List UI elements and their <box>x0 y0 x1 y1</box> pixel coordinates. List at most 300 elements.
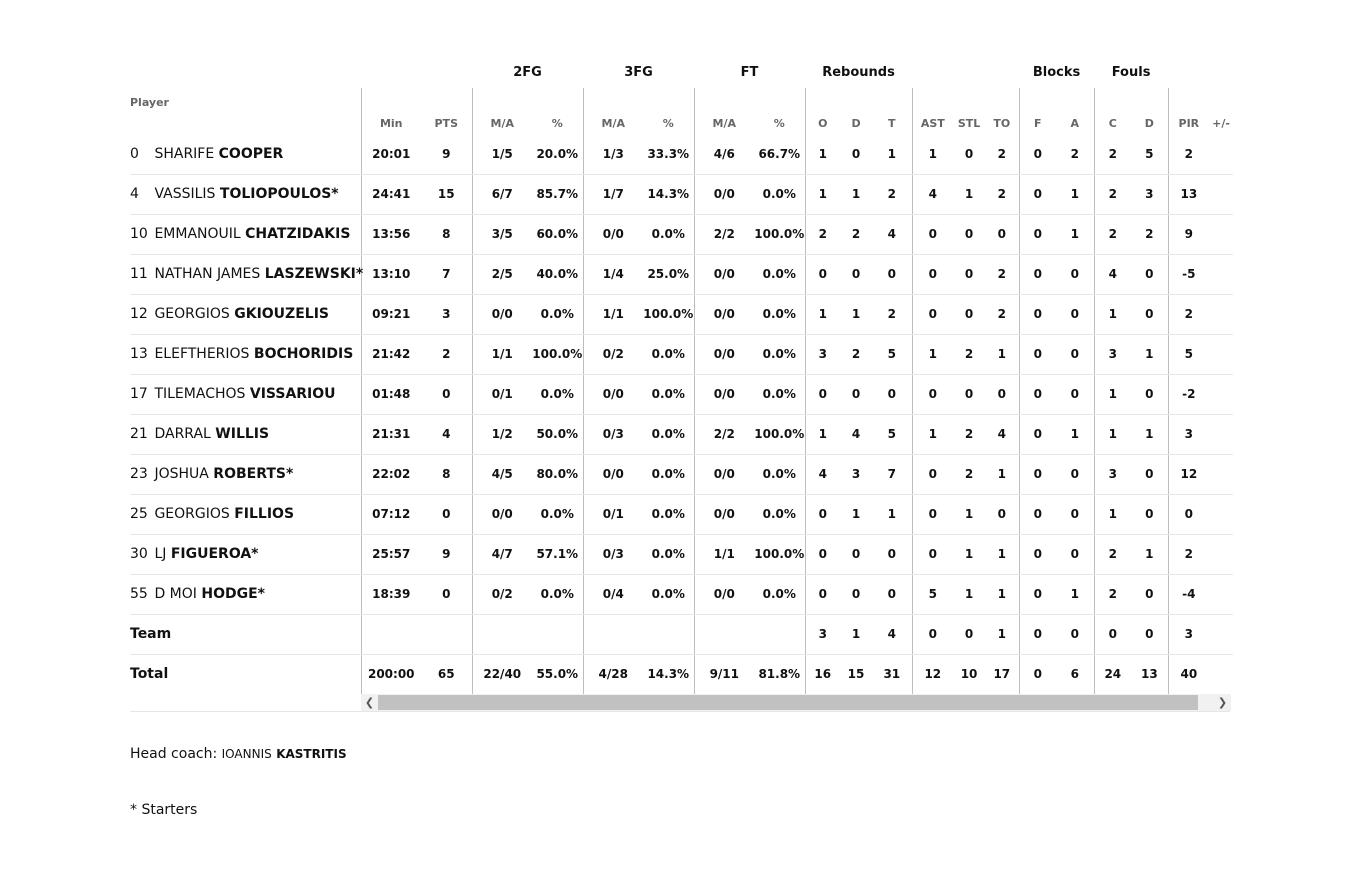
chevron-left-icon[interactable]: ❮ <box>364 696 375 709</box>
group-header-row <box>130 56 1233 88</box>
player-number: 55 <box>130 586 148 602</box>
col-header-2fg-ma[interactable]: M/A <box>472 88 532 134</box>
stat-d: 0 <box>840 374 872 414</box>
stat-fc: 2 <box>1094 174 1131 214</box>
stat-ast: 0 <box>912 494 953 534</box>
stat-pm <box>1209 454 1233 494</box>
stat-fd: 0 <box>1131 374 1168 414</box>
player-number: 23 <box>130 466 148 482</box>
boxscore-container <box>130 56 1230 712</box>
stat-bf: 0 <box>1019 494 1056 534</box>
stat-fg3_pct: 0.0% <box>643 414 694 454</box>
stat-ast: 5 <box>912 574 953 614</box>
stat-fc: 1 <box>1094 294 1131 334</box>
stat-ba: 0 <box>1056 454 1094 494</box>
stat-pm <box>1209 294 1233 334</box>
stat-ba: 1 <box>1056 414 1094 454</box>
player-number: 4 <box>130 186 139 202</box>
table-row <box>130 534 1233 574</box>
col-header-2fg-pct[interactable]: % <box>551 117 563 130</box>
player-first-name: EMMANOUIL <box>154 226 241 242</box>
group-header-ft: FT <box>740 64 759 80</box>
group-header-rebounds: Rebounds <box>822 64 895 80</box>
stat-ft_ma: 4/6 <box>694 134 754 174</box>
stat-ast: 0 <box>912 534 953 574</box>
stat-fg2_ma: 0/0 <box>472 294 532 334</box>
stat-fc: 2 <box>1094 574 1131 614</box>
stat-fd: 1 <box>1131 334 1168 374</box>
total-stat-o: 16 <box>805 654 840 694</box>
stat-min: 13:56 <box>361 214 421 254</box>
stat-ba: 0 <box>1056 534 1094 574</box>
team-stat-stl: 0 <box>953 614 985 654</box>
stat-ast: 4 <box>912 174 953 214</box>
stat-fg2_pct: 80.0% <box>532 454 583 494</box>
team-stat-fg2_ma <box>472 614 532 654</box>
stat-ft_pct: 0.0% <box>754 254 805 294</box>
stat-fg3_ma: 0/4 <box>583 574 643 614</box>
stat-ft_pct: 100.0% <box>754 534 805 574</box>
stat-d: 0 <box>840 134 872 174</box>
stat-t: 0 <box>872 254 912 294</box>
col-header-min[interactable]: Min <box>361 88 421 134</box>
col-header-to[interactable]: TO <box>993 117 1011 130</box>
stat-fc: 2 <box>1094 134 1131 174</box>
stat-stl: 2 <box>953 454 985 494</box>
stat-fg3_pct: 33.3% <box>643 134 694 174</box>
stat-d: 2 <box>840 214 872 254</box>
stat-fd: 0 <box>1131 574 1168 614</box>
stat-pts: 0 <box>421 494 472 534</box>
player-number: 21 <box>130 426 148 442</box>
stat-pir: -4 <box>1168 574 1209 614</box>
table-row <box>130 134 1233 174</box>
total-stat-bf: 0 <box>1019 654 1056 694</box>
total-stat-fg2_pct: 55.0% <box>536 667 579 682</box>
col-header-3fg-pct[interactable]: % <box>662 117 674 130</box>
stat-ft_pct: 0.0% <box>754 494 805 534</box>
stat-t: 1 <box>872 134 912 174</box>
player-last-name: FILLIOS <box>234 506 295 522</box>
total-stat-ast: 12 <box>912 654 953 694</box>
stat-stl: 1 <box>953 174 985 214</box>
stat-t: 0 <box>872 574 912 614</box>
player-name-cell[interactable] <box>130 214 361 254</box>
stat-ba: 0 <box>1056 254 1094 294</box>
stat-to: 4 <box>985 414 1019 454</box>
head-coach <box>130 746 347 762</box>
total-stat-ft_ma: 9/11 <box>694 654 754 694</box>
stat-pir: 0 <box>1168 494 1209 534</box>
player-name-cell[interactable] <box>130 254 364 294</box>
stat-fd: 2 <box>1131 214 1168 254</box>
stat-fd: 1 <box>1131 534 1168 574</box>
stat-o: 0 <box>805 374 840 414</box>
stat-fg2_pct: 85.7% <box>532 174 583 214</box>
col-header-player: Player <box>130 96 169 109</box>
player-last-name: ROBERTS* <box>213 466 294 482</box>
stat-ft_ma: 0/0 <box>694 174 754 214</box>
total-stat-pts: 65 <box>437 667 455 682</box>
stat-to: 2 <box>985 254 1019 294</box>
stat-stl: 2 <box>953 334 985 374</box>
stat-fg3_pct: 0.0% <box>643 214 694 254</box>
table-row <box>130 494 1233 534</box>
team-stat-fg3_ma <box>583 614 643 654</box>
stat-pm <box>1209 254 1233 294</box>
stat-bf: 0 <box>1019 294 1056 334</box>
stat-d: 1 <box>840 494 872 534</box>
stat-fc: 2 <box>1094 214 1131 254</box>
stat-fd: 0 <box>1131 254 1168 294</box>
stat-d: 1 <box>840 294 872 334</box>
total-stat-min: 200:00 <box>361 654 421 694</box>
stat-ba: 0 <box>1056 294 1094 334</box>
player-last-name: WILLIS <box>215 426 270 442</box>
stat-o: 1 <box>805 294 840 334</box>
stat-fc: 3 <box>1094 454 1131 494</box>
stat-fg3_pct: 0.0% <box>643 374 694 414</box>
stat-ft_ma: 0/0 <box>694 574 754 614</box>
stat-t: 0 <box>872 534 912 574</box>
stat-ba: 1 <box>1056 214 1094 254</box>
stat-fg3_ma: 0/0 <box>583 214 643 254</box>
total-stat-pir: 40 <box>1168 654 1209 694</box>
table-row <box>130 334 1233 374</box>
stat-d: 0 <box>840 534 872 574</box>
stat-stl: 1 <box>953 534 985 574</box>
player-first-name: DARRAL <box>154 426 211 442</box>
player-number: 0 <box>130 145 139 162</box>
stat-pts: 3 <box>421 294 472 334</box>
head-coach-last-name: KASTRITIS <box>276 747 347 761</box>
stat-pts: 7 <box>421 254 472 294</box>
stat-t: 5 <box>872 414 912 454</box>
stat-min: 21:31 <box>361 414 421 454</box>
col-header-blk-a[interactable]: A <box>1070 117 1080 130</box>
total-stat-fg3_ma: 4/28 <box>583 654 643 694</box>
stat-min: 09:21 <box>361 294 421 334</box>
stat-fg2_pct: 0.0% <box>532 494 583 534</box>
stat-fg2_pct: 60.0% <box>532 214 583 254</box>
stat-to: 1 <box>985 574 1019 614</box>
starters-note: * Starters <box>130 802 198 818</box>
stat-fg3_ma: 0/0 <box>583 374 643 414</box>
stat-ast: 1 <box>912 334 953 374</box>
group-header-fouls: Fouls <box>1111 64 1151 80</box>
stat-pir: 12 <box>1168 454 1209 494</box>
team-stat-ba: 0 <box>1056 614 1094 654</box>
stat-pm <box>1209 334 1233 374</box>
total-stat-t: 31 <box>883 667 901 682</box>
stat-pts: 15 <box>421 174 472 214</box>
total-stat-pm <box>1209 654 1233 694</box>
stat-fg2_pct: 57.1% <box>532 534 583 574</box>
stat-fd: 5 <box>1131 134 1168 174</box>
stat-bf: 0 <box>1019 174 1056 214</box>
player-last-name: VISSARIOU <box>249 386 336 402</box>
stat-pts: 8 <box>421 454 472 494</box>
col-header-blk-f[interactable]: F <box>1019 88 1056 134</box>
stat-fg2_pct: 50.0% <box>532 414 583 454</box>
stat-pm <box>1209 414 1233 454</box>
stat-fg3_ma: 1/7 <box>583 174 643 214</box>
stat-o: 0 <box>805 254 840 294</box>
stat-stl: 0 <box>953 374 985 414</box>
table-bottom-divider <box>130 711 1230 712</box>
stat-d: 1 <box>840 174 872 214</box>
player-name-cell[interactable] <box>130 494 361 534</box>
stat-ba: 0 <box>1056 494 1094 534</box>
player-first-name: NATHAN JAMES <box>154 266 261 282</box>
stat-d: 0 <box>840 254 872 294</box>
stat-pir: 2 <box>1168 534 1209 574</box>
col-header-ft-ma[interactable]: M/A <box>694 88 754 134</box>
player-name-cell[interactable] <box>130 574 361 614</box>
player-number: 30 <box>130 546 148 562</box>
stat-ft_ma: 2/2 <box>694 214 754 254</box>
player-first-name: VASSILIS <box>154 186 216 202</box>
stat-pts: 9 <box>421 134 472 174</box>
player-name-cell[interactable] <box>130 334 361 374</box>
chevron-right-icon[interactable]: ❯ <box>1217 696 1228 709</box>
stat-fg3_ma: 0/1 <box>583 494 643 534</box>
col-header-foul-d[interactable]: D <box>1144 117 1154 130</box>
col-header-reb-t[interactable]: T <box>888 117 896 130</box>
stat-stl: 0 <box>953 294 985 334</box>
team-stat-ft_pct <box>754 614 805 654</box>
stat-fg2_ma: 1/2 <box>472 414 532 454</box>
team-stat-fg3_pct <box>643 614 694 654</box>
player-first-name: LJ <box>154 546 167 562</box>
col-header-3fg-ma[interactable]: M/A <box>583 88 643 134</box>
stat-fg3_pct: 0.0% <box>643 454 694 494</box>
stat-fd: 3 <box>1131 174 1168 214</box>
scrollbar-thumb[interactable] <box>378 695 1198 710</box>
stat-ft_ma: 2/2 <box>694 414 754 454</box>
stat-ba: 1 <box>1056 174 1094 214</box>
stat-pm <box>1209 534 1233 574</box>
total-row <box>130 654 1233 694</box>
stat-to: 1 <box>985 454 1019 494</box>
stat-o: 2 <box>805 214 840 254</box>
stat-pts: 2 <box>421 334 472 374</box>
team-stat-fd: 0 <box>1131 614 1168 654</box>
team-label: Team <box>130 614 361 654</box>
stat-t: 4 <box>872 214 912 254</box>
stat-ft_pct: 0.0% <box>754 174 805 214</box>
stat-t: 7 <box>872 454 912 494</box>
col-header-ft-pct[interactable]: % <box>773 117 785 130</box>
boxscore-table <box>130 56 1233 694</box>
team-stat-pir: 3 <box>1168 614 1209 654</box>
team-stat-d: 1 <box>840 614 872 654</box>
stat-fg3_ma: 0/3 <box>583 534 643 574</box>
stat-ft_pct: 0.0% <box>754 574 805 614</box>
stat-o: 4 <box>805 454 840 494</box>
stat-bf: 0 <box>1019 574 1056 614</box>
stat-d: 2 <box>840 334 872 374</box>
stat-t: 2 <box>872 174 912 214</box>
stat-fg2_ma: 2/5 <box>472 254 532 294</box>
stat-fg2_ma: 1/5 <box>472 134 532 174</box>
stat-fg3_pct: 0.0% <box>643 494 694 534</box>
group-header-blocks: Blocks <box>1032 64 1081 80</box>
stat-ft_ma: 0/0 <box>694 334 754 374</box>
player-last-name: GKIOUZELIS <box>234 306 329 322</box>
total-stat-fd: 13 <box>1140 667 1158 682</box>
stat-o: 1 <box>805 414 840 454</box>
stat-fg3_pct: 0.0% <box>643 574 694 614</box>
player-name-cell[interactable] <box>130 374 361 414</box>
stat-fg3_pct: 0.0% <box>643 334 694 374</box>
stat-ast: 1 <box>912 414 953 454</box>
stat-stl: 1 <box>953 574 985 614</box>
stat-pm <box>1209 574 1233 614</box>
stat-fg3_ma: 1/1 <box>583 294 643 334</box>
player-number: 17 <box>130 386 148 402</box>
col-header-reb-o[interactable]: O <box>805 88 840 134</box>
head-coach-first-name: IOANNIS <box>221 747 272 761</box>
horizontal-scrollbar[interactable] <box>361 694 1231 711</box>
stat-fg2_ma: 1/1 <box>472 334 532 374</box>
stat-fc: 4 <box>1094 254 1131 294</box>
stat-ba: 0 <box>1056 334 1094 374</box>
stat-pts: 9 <box>421 534 472 574</box>
player-last-name: BOCHORIDIS <box>253 346 354 362</box>
player-first-name: GEORGIOS <box>154 506 230 522</box>
stat-fc: 1 <box>1094 414 1131 454</box>
table-row <box>130 214 1233 254</box>
stat-pts: 8 <box>421 214 472 254</box>
table-row <box>130 254 1233 294</box>
team-stat-fg2_pct <box>532 614 583 654</box>
stat-o: 1 <box>805 134 840 174</box>
stat-pm <box>1209 374 1233 414</box>
stat-fg3_pct: 0.0% <box>643 534 694 574</box>
stat-to: 0 <box>985 214 1019 254</box>
stat-fc: 3 <box>1094 334 1131 374</box>
stat-fg3_ma: 1/4 <box>583 254 643 294</box>
player-last-name: CHATZIDAKIS <box>245 226 351 242</box>
stat-pir: 2 <box>1168 134 1209 174</box>
stat-stl: 1 <box>953 494 985 534</box>
player-number: 25 <box>130 506 148 522</box>
stat-d: 0 <box>840 574 872 614</box>
stat-ast: 0 <box>912 374 953 414</box>
player-number: 10 <box>130 226 148 242</box>
stat-pir: -5 <box>1168 254 1209 294</box>
stat-to: 2 <box>985 134 1019 174</box>
stat-min: 13:10 <box>361 254 421 294</box>
player-name-cell[interactable] <box>130 294 361 334</box>
stat-pm <box>1209 214 1233 254</box>
stat-fg2_pct: 40.0% <box>532 254 583 294</box>
table-row <box>130 174 1233 214</box>
player-name-cell[interactable] <box>130 414 361 454</box>
stat-fg3_pct: 100.0% <box>643 294 694 334</box>
stat-min: 07:12 <box>361 494 421 534</box>
stat-fg2_ma: 4/7 <box>472 534 532 574</box>
col-header-reb-d[interactable]: D <box>851 117 861 130</box>
team-stat-ft_ma <box>694 614 754 654</box>
stat-bf: 0 <box>1019 414 1056 454</box>
stat-bf: 0 <box>1019 454 1056 494</box>
stat-to: 2 <box>985 294 1019 334</box>
stat-pts: 0 <box>421 574 472 614</box>
stat-bf: 0 <box>1019 214 1056 254</box>
stat-fg2_ma: 3/5 <box>472 214 532 254</box>
stat-stl: 0 <box>953 254 985 294</box>
stat-pir: 13 <box>1168 174 1209 214</box>
stat-stl: 0 <box>953 134 985 174</box>
player-last-name: TOLIOPOULOS* <box>219 186 339 202</box>
player-first-name: ELEFTHERIOS <box>154 346 250 362</box>
table-row <box>130 574 1233 614</box>
col-header-foul-c[interactable]: C <box>1094 88 1131 134</box>
stat-pm <box>1209 174 1233 214</box>
total-stat-ba: 6 <box>1070 667 1079 682</box>
stat-fg3_ma: 1/3 <box>583 134 643 174</box>
team-stat-pts <box>421 614 472 654</box>
player-number: 13 <box>130 346 148 362</box>
stat-fg3_ma: 0/0 <box>583 454 643 494</box>
stat-ast: 0 <box>912 214 953 254</box>
stat-to: 2 <box>985 174 1019 214</box>
player-name-cell[interactable] <box>130 534 361 574</box>
stat-fg2_ma: 6/7 <box>472 174 532 214</box>
stat-to: 0 <box>985 494 1019 534</box>
player-first-name: TILEMACHOS <box>154 386 246 402</box>
stat-ft_ma: 0/0 <box>694 294 754 334</box>
group-header-3fg: 3FG <box>624 64 653 80</box>
player-first-name: D MOI <box>154 586 197 602</box>
stat-pts: 4 <box>421 414 472 454</box>
player-name-cell[interactable] <box>130 454 361 494</box>
col-header-ast[interactable]: AST <box>912 88 953 134</box>
stat-ft_pct: 0.0% <box>754 374 805 414</box>
col-header-plus-minus[interactable]: +/- <box>1212 117 1230 130</box>
stat-ft_ma: 0/0 <box>694 454 754 494</box>
stat-ft_ma: 0/0 <box>694 494 754 534</box>
stat-to: 0 <box>985 374 1019 414</box>
stat-pm <box>1209 134 1233 174</box>
stat-fg2_ma: 0/1 <box>472 374 532 414</box>
col-header-pir[interactable]: PIR <box>1168 88 1209 134</box>
head-coach-label: Head coach: <box>130 746 222 762</box>
stat-fg2_ma: 0/0 <box>472 494 532 534</box>
player-name-cell[interactable] <box>130 174 361 214</box>
stat-fc: 2 <box>1094 534 1131 574</box>
total-stat-fg3_pct: 14.3% <box>647 667 690 682</box>
stat-bf: 0 <box>1019 374 1056 414</box>
stat-min: 18:39 <box>361 574 421 614</box>
stat-ba: 1 <box>1056 574 1094 614</box>
stat-ba: 2 <box>1056 134 1094 174</box>
column-header-row <box>130 88 1233 134</box>
player-name-cell[interactable] <box>130 134 361 174</box>
stat-pir: 9 <box>1168 214 1209 254</box>
stat-pm <box>1209 494 1233 534</box>
table-row <box>130 294 1233 334</box>
col-header-stl[interactable]: STL <box>957 117 981 130</box>
group-header-2fg: 2FG <box>513 64 542 80</box>
stat-d: 3 <box>840 454 872 494</box>
col-header-pts[interactable]: PTS <box>434 117 458 130</box>
stat-to: 1 <box>985 534 1019 574</box>
player-last-name: COOPER <box>218 145 284 162</box>
stat-bf: 0 <box>1019 254 1056 294</box>
